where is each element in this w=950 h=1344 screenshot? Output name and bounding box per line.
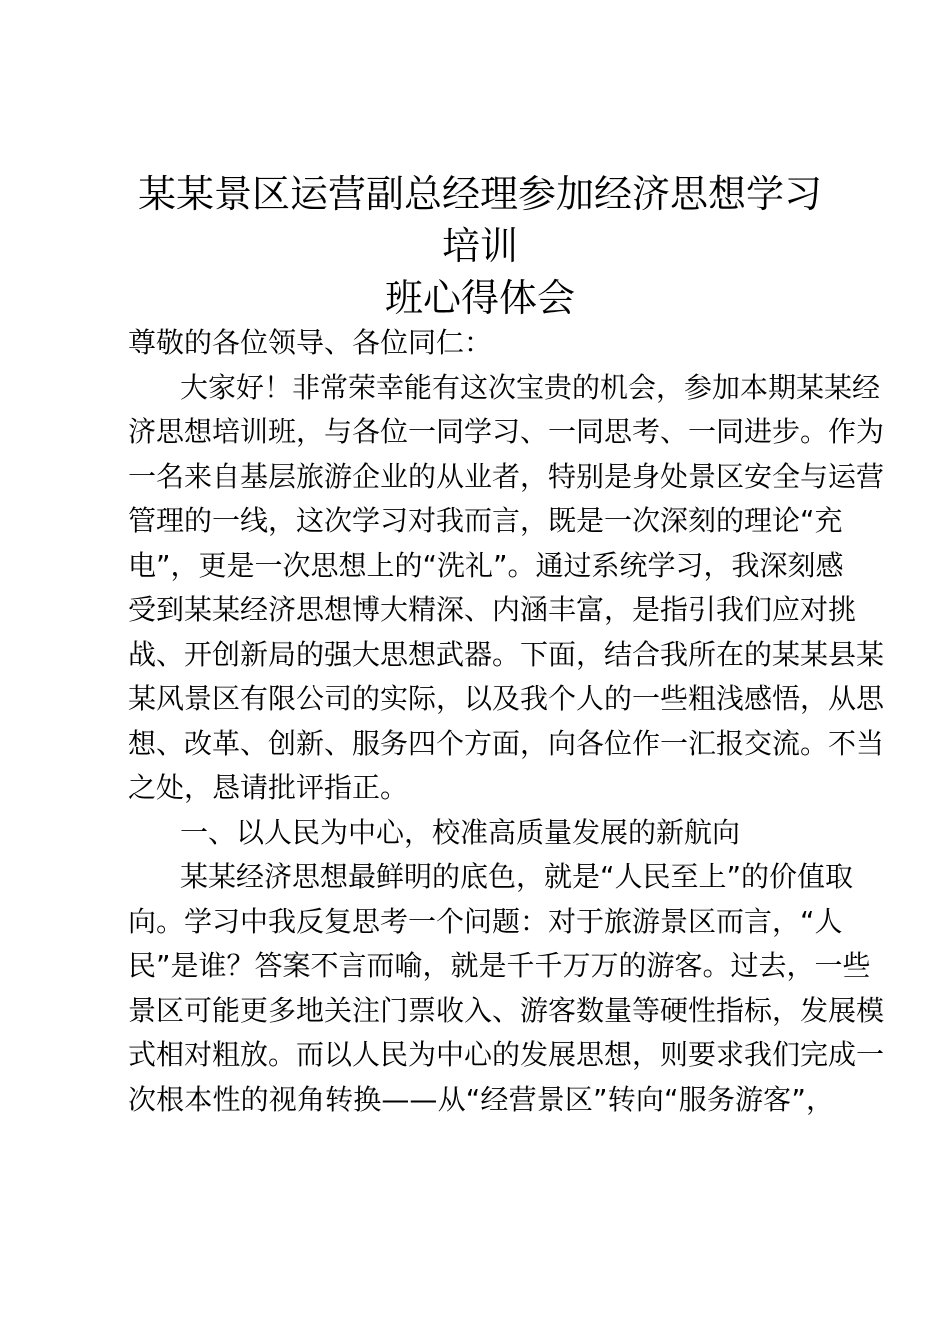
- paragraph-line: 管理的一线，这次学习对我而言，既是一次深刻的理论“充: [128, 504, 843, 537]
- paragraph-line: 次根本性的视角转换——从“经营景区”转向“服务游客”，: [128, 1082, 834, 1116]
- paragraph-line: 受到某某经济思想博大精深、内涵丰富，是指引我们应对挑: [128, 593, 857, 626]
- paragraph-line: 电”，更是一次思想上的“洗礼”。通过系统学习，我深刻感: [128, 548, 844, 582]
- paragraph-line: 某某经济思想最鲜明的底色，就是“人民至上”的价值取: [180, 860, 854, 893]
- paragraph-line: 战、开创新局的强大思想武器。下面，结合我所在的某某县某: [128, 637, 885, 671]
- title-line-1: 某某景区运营副总经理参加经济思想学习培训: [137, 172, 822, 268]
- paragraph-line: 某风景区有限公司的实际，以及我个人的一些粗浅感悟，从思: [128, 682, 885, 715]
- paragraph-line: 景区可能更多地关注门票收入、游客数量等硬性指标，发展模: [128, 993, 885, 1027]
- paragraph-line: 向。学习中我反复思考一个问题：对于旅游景区而言，“人: [128, 904, 843, 938]
- paragraph-line: 一名来自基层旅游企业的从业者，特别是身处景区安全与运营: [128, 459, 885, 493]
- title-line-2: 班心得体会: [384, 276, 575, 320]
- section-heading-text: 一、以人民为中心，校准高质量发展的新航向: [180, 815, 741, 849]
- paragraph-line: 济思想培训班，与各位一同学习、一同思考、一同进步。作为: [128, 415, 885, 448]
- document-title: [120, 168, 840, 324]
- paragraph-line: 之处，恳请批评指正。: [128, 771, 409, 804]
- paragraph-line: 式相对粗放。而以人民为中心的发展思想，则要求我们完成一: [128, 1038, 885, 1071]
- document-body: [128, 321, 885, 1122]
- paragraph-section-1: [128, 855, 885, 1122]
- paragraph-line: 想、改革、创新、服务四个方面，向各位作一汇报交流。不当: [128, 726, 885, 760]
- paragraph-line: 民”是谁？答案不言而喻，就是千千万万的游客。过去，一些: [128, 949, 871, 982]
- section-heading-1: [128, 811, 834, 856]
- paragraph-line: 大家好！非常荣幸能有这次宝贵的机会，参加本期某某经: [180, 370, 881, 404]
- paragraph-intro: [128, 366, 885, 811]
- salutation: 尊敬的各位领导、各位同仁：: [128, 326, 493, 359]
